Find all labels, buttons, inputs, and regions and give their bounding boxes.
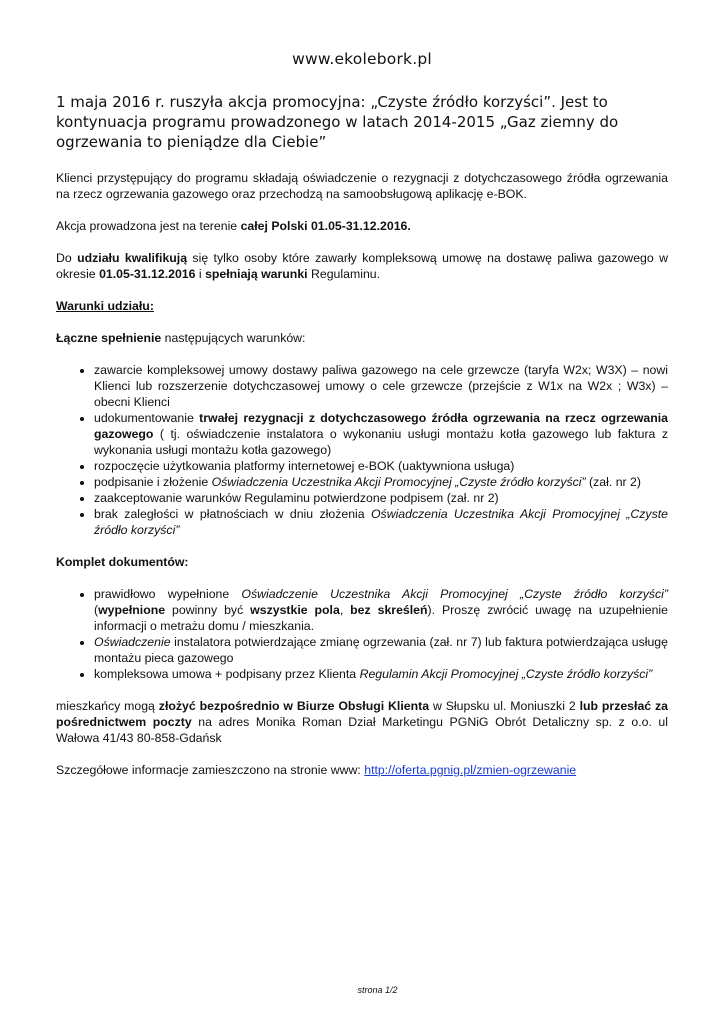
document-italic: Oświadczenie Uczestnika Akcji Promocyjnej „Czyste źródło korzyści” — [241, 587, 668, 601]
document-text: ( — [94, 603, 99, 617]
documents-heading-text: Komplet dokumentów: — [56, 555, 189, 569]
list-item — [94, 410, 668, 458]
intro-paragraph: Klienci przystępujący do programu składają oświadczenie o rezygnacji z dotychczasowego źródła ogrzewania na rzecz ogrzewania gazowego oraz przechodzą na samoobsługową aplikację e-BOK. — [56, 171, 668, 201]
submission-text: mieszkańcy mogą — [56, 699, 159, 713]
list-item — [94, 362, 668, 410]
eligibility-text-3: i — [195, 267, 206, 281]
document-bold: bez skreśleń — [350, 603, 428, 617]
condition-text: udokumentowanie — [94, 411, 200, 425]
condition-text: rozpoczęcie użytkowania platformy internetowej e-BOK (uaktywniona usługa) — [94, 459, 515, 473]
eligibility-text-1: Do — [56, 251, 78, 265]
eligibility-bold-1: udziału kwalifikują — [77, 251, 188, 265]
condition-text: podpisanie i złożenie — [94, 475, 212, 489]
conditions-heading — [56, 298, 668, 314]
eligibility-paragraph — [56, 250, 668, 282]
condition-text: zawarcie kompleksowej umowy dostawy paliwa gazowego na cele grzewcze (taryfa W2x; W3X) – nowi Klienci lub rozszerzenie dotychczasowej umowy o cele grzewcze (przejście z W1x na W2x ; W3x) – obecni Klienci — [94, 363, 668, 409]
offer-link[interactable]: http://oferta.pgnig.pl/zmien-ogrzewanie — [364, 763, 577, 777]
condition-text: (zał. nr 2) — [585, 475, 641, 489]
condition-italic: Oświadczenia Uczestnika Akcji Promocyjnej „Czyste źródło korzyści” — [94, 507, 668, 537]
conditions-intro-rest: następujących warunków: — [161, 331, 306, 345]
documents-list — [56, 586, 668, 682]
list-item — [94, 490, 668, 506]
eligibility-bold-2: 01.05-31.12.2016 — [99, 267, 196, 281]
document-bold: wypełnione — [98, 603, 166, 617]
documents-heading — [56, 554, 668, 570]
submission-text: w Słupsku ul. Moniuszki 2 — [429, 699, 580, 713]
document-bold: wszystkie pola — [250, 603, 340, 617]
conditions-list — [56, 362, 668, 538]
submission-text: na adres Monika Roman Dział Marketingu PGNiG Obrót Detaliczny sp. z o.o. ul Wałowa 41/43 80-858-Gdańsk — [56, 715, 668, 745]
document-page — [56, 50, 668, 794]
document-text: powinny być — [165, 603, 251, 617]
scope-paragraph — [56, 218, 668, 234]
submission-bold: lub przesłać za pośrednictwem poczty — [56, 699, 669, 729]
condition-text: zaakceptowanie warunków Regulaminu potwierdzone podpisem (zał. nr 2) — [94, 491, 499, 505]
document-italic: Oświadczenie — [94, 635, 171, 649]
eligibility-bold-3: spełniają warunki — [205, 267, 308, 281]
document-italic: Regulamin Akcji Promocyjnej „Czyste źródło korzyści” — [359, 667, 653, 681]
conditions-intro-bold: Łączne spełnienie — [56, 331, 162, 345]
document-text: kompleksowa umowa + podpisany przez Klienta — [94, 667, 360, 681]
submission-bold: złożyć bezpośrednio w Biurze Obsługi Klienta — [158, 699, 430, 713]
scope-dates: całej Polski 01.05-31.12.2016. — [240, 219, 411, 233]
document-text: , — [339, 603, 351, 617]
list-item — [94, 458, 668, 474]
more-info-paragraph — [56, 762, 668, 778]
more-info-lead: Szczegółowe informacje zamieszczono na stronie www: — [56, 763, 365, 777]
document-text: instalatora potwierdzające zmianę ogrzewania (zał. nr 7) lub faktura potwierdzająca usługę montażu pieca gazowego — [94, 635, 668, 665]
condition-text: ( tj. oświadczenie instalatora o wykonaniu usługi montażu kotła gazowego lub faktura z wykonania usługi montażu kotła gazowego) — [94, 427, 668, 457]
page-footer: strona 1/2 — [357, 985, 398, 995]
eligibility-text-4: Regulaminu. — [307, 267, 381, 281]
condition-italic: Oświadczenia Uczestnika Akcji Promocyjnej „Czyste źródło korzyści” — [211, 475, 586, 489]
site-url: www.ekolebork.pl — [292, 50, 432, 68]
conditions-intro — [56, 330, 668, 346]
headline: 1 maja 2016 r. ruszyła akcja promocyjna: „Czyste źródło korzyści”. Jest to kontynuacja programu prowadzonego w latach 2014-2015 „Gaz ziemny do ogrzewania to pieniądze dla Ciebie” — [56, 93, 619, 151]
condition-bold: trwałej rezygnacji z dotychczasowego źródła ogrzewania na rzecz ogrzewania gazowego — [94, 411, 668, 441]
document-text: ). Proszę zwrócić uwagę na uzupełnienie informacji o metrażu domu / mieszkania. — [94, 603, 668, 633]
document-body — [56, 170, 668, 778]
scope-lead: Akcja prowadzona jest na terenie — [56, 219, 241, 233]
list-item — [94, 634, 668, 666]
condition-text: brak zaległości w płatnościach w dniu złożenia — [94, 507, 371, 521]
submission-paragraph — [56, 698, 668, 746]
list-item — [94, 586, 668, 634]
list-item — [94, 666, 668, 682]
list-item — [94, 474, 668, 490]
list-item — [94, 506, 668, 538]
conditions-heading-text: Warunki udziału: — [56, 299, 154, 313]
eligibility-text-2: się tylko osoby które zawarły kompleksową umowę na dostawę paliwa gazowego w okresie — [56, 251, 668, 281]
document-text: prawidłowo wypełnione — [94, 587, 242, 601]
